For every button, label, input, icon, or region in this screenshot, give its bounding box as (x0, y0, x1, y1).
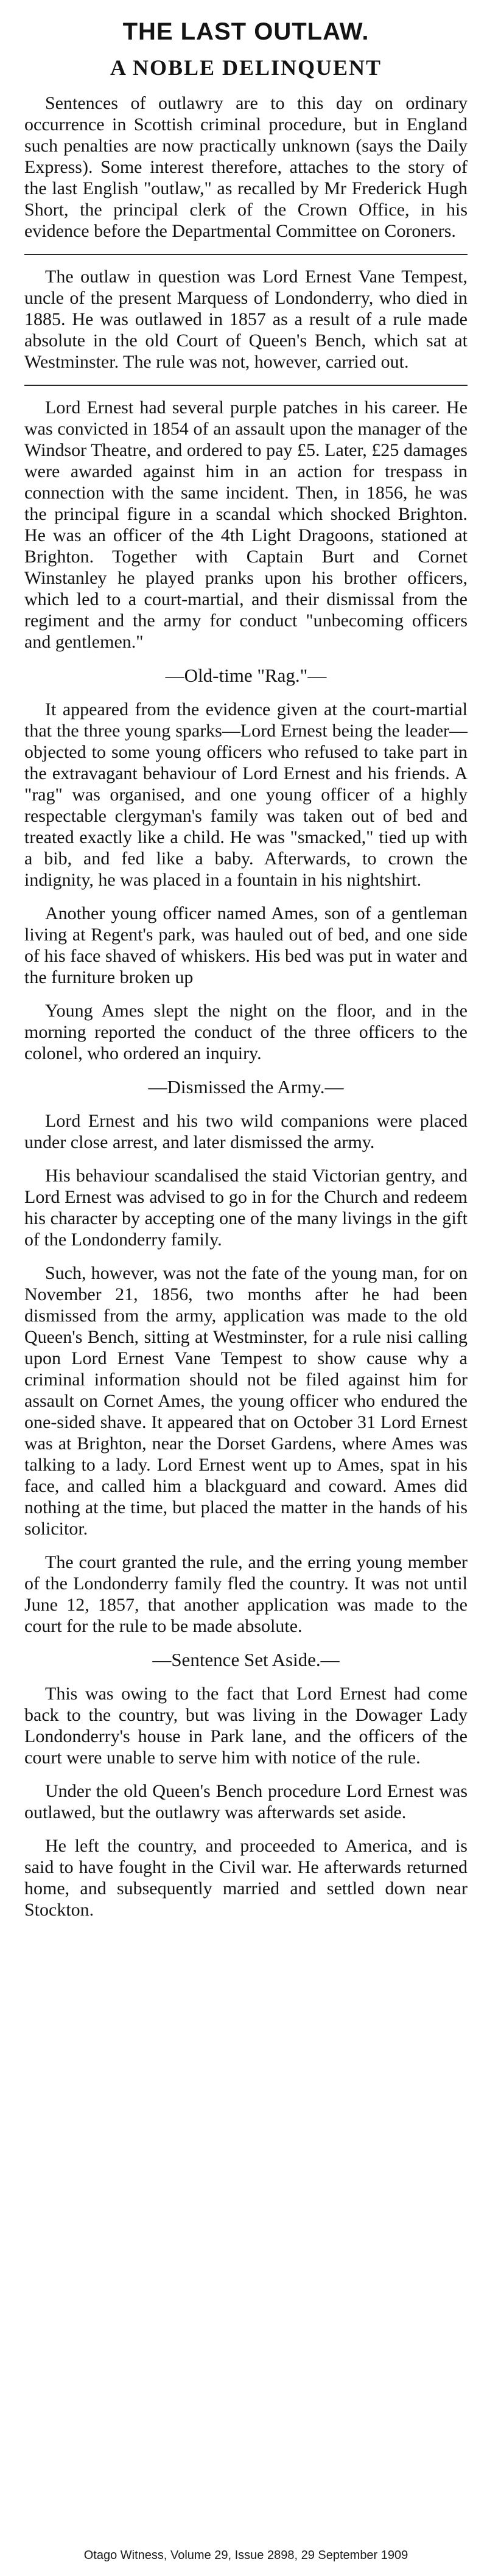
article-paragraph: Another young officer named Ames, son of a gentleman living at Regent's park, was hauled out of bed, and one side of his face shaved of whiskers. His bed was put in water and the furniture broken up (24, 903, 468, 987)
article-paragraph: The outlaw in question was Lord Ernest Vane Tempest, uncle of the present Marquess of Londonderry, who died in 1885. He was outlawed in 1857 as a result of a rule made absolute in the old Court of Queen's Bench, which sat at Westminster. The rule was not, however, carried out. (24, 267, 468, 372)
section-heading: —Dismissed the Army.— (148, 1076, 344, 1097)
paragraph-divider (24, 385, 468, 386)
article-paragraph: It appeared from the evidence given at the court-martial that the three young sparks—Lord Ernest being the leader—objected to some young officers who refused to take part in the extravagant behaviour of Lord Ernest and his friends. A "rag" was organised, and one young officer of a highly respectable clergyman's family was taken out of bed and treated exactly like a child. He was "smacked," tied up with a bib, and fed like a baby. Afterwards, to crown the indignity, he was placed in a fountain in his nightshirt. (24, 699, 468, 890)
article-paragraph: His behaviour scandalised the staid Victorian gentry, and Lord Ernest was advised to go in for the Church and redeem his character by accepting one of the many livings in the gift of the Londonderry family. (24, 1166, 468, 1250)
source-citation: Otago Witness, Volume 29, Issue 2898, 29 September 1909 (83, 2549, 408, 2562)
article-paragraph: Lord Ernest had several purple patches in his career. He was convicted in 1854 of an assault upon the manager of the Windsor Theatre, and ordered to pay £5. Later, £25 damages were awarded against him in an action for trespass in connection with the same incident. Then, in 1856, he was the principal figure in a scandal which shocked Brighton. He was an officer of the 4th Light Dragoons, stationed at Brighton. Together with Captain Burt and Cornet Winstanley he played pranks upon his brother officers, which led to a court-martial, and their dismissal from the regiment and the army for conduct "unbecoming officers and gentlemen." (24, 397, 468, 652)
article (24, 17, 468, 1933)
section-heading: —Sentence Set Aside.— (152, 1649, 340, 1670)
article-paragraph: The court granted the rule, and the erring young member of the Londonderry family fled the country. It was not until June 12, 1857, that another application was made to the court for the rule to be made absolute. (24, 1552, 468, 1636)
article-paragraph: He left the country, and proceeded to America, and is said to have fought in the Civil war. He afterwards returned home, and subsequently married and settled down near Stockton. (24, 1836, 468, 1920)
paragraph-divider (24, 254, 468, 255)
article-paragraph: Lord Ernest and his two wild companions were placed under close arrest, and later dismissed the army. (24, 1111, 468, 1152)
article-subtitle: A NOBLE DELINQUENT (110, 55, 382, 80)
article-title: THE LAST OUTLAW. (122, 18, 370, 45)
article-paragraph: Such, however, was not the fate of the young man, for on November 21, 1856, two months after he had been dismissed from the army, application was made to the old Queen's Bench, sitting at Westminster, for a rule nisi calling upon Lord Ernest Vane Tempest to show cause why a criminal information should not be filed against him for assault on Cornet Ames, the young officer who endured the one-sided shave. It appeared that on October 31 Lord Ernest was at Brighton, near the Dorset Gardens, where Ames was talking to a lady. Lord Ernest went up to Ames, spat in his face, and called him a blackguard and coward. Ames did nothing at the time, but placed the matter in the hands of his solicitor. (24, 1263, 468, 1539)
article-paragraph: Young Ames slept the night on the floor, and in the morning reported the conduct of the three officers to the colonel, who ordered an inquiry. (24, 1001, 468, 1063)
article-paragraph: Under the old Queen's Bench procedure Lord Ernest was outlawed, but the outlawry was afterwards set aside. (24, 1781, 468, 1822)
article-paragraph: Sentences of outlawry are to this day on ordinary occurrence in Scottish criminal procedure, but in England such penalties are now practically unknown (says the Daily Express). Some interest therefore, attaches to the story of the last English "outlaw," as recalled by Mr Frederick Hugh Short, the principal clerk of the Crown Office, in his evidence before the Departmental Committee on Coroners. (24, 93, 468, 241)
section-heading: —Old-time "Rag."— (165, 665, 327, 686)
article-paragraph: This was owing to the fact that Lord Ernest had come back to the country, but was living in the Dowager Lady Londonderry's house in Park lane, and the officers of the court were unable to serve him with notice of the rule. (24, 1684, 468, 1768)
